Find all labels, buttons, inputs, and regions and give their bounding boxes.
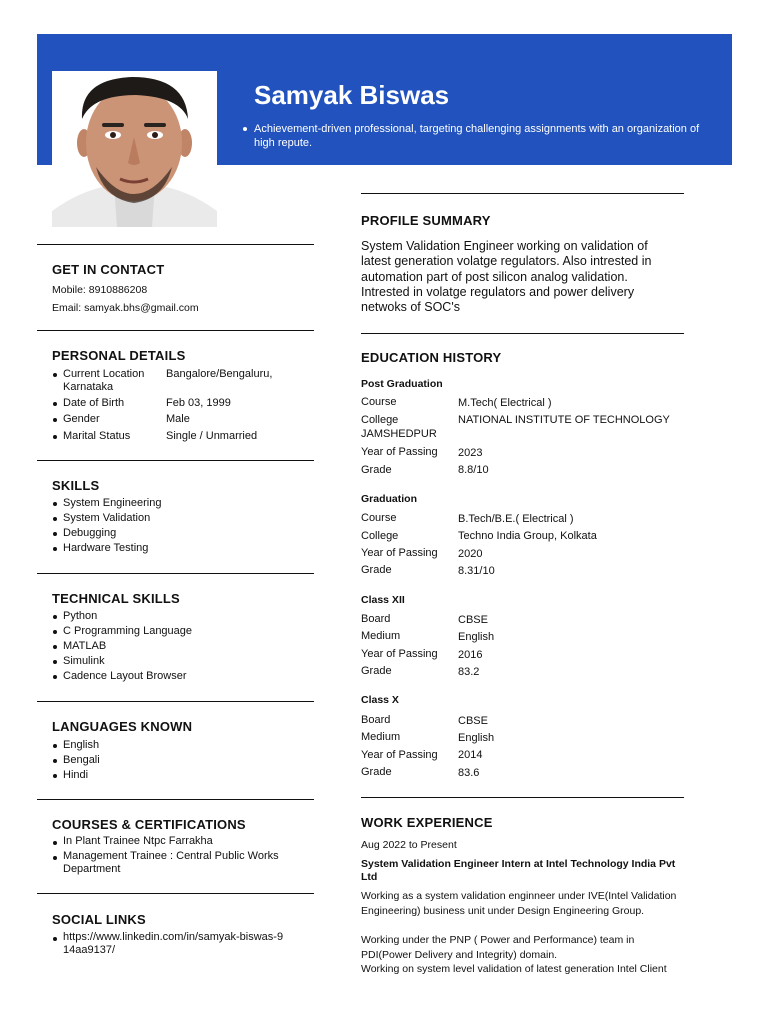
personal-value: Feb 03, 1999 <box>166 397 231 409</box>
edu-pg-title: Post Graduation <box>361 378 443 390</box>
edu-label: Medium <box>361 630 401 642</box>
edu-label: Course <box>361 512 397 524</box>
list-item: Hardware Testing <box>52 541 161 556</box>
edu-value: 83.2 <box>458 666 480 678</box>
list-item: System Validation <box>52 511 161 526</box>
email-text: Email: samyak.bhs@gmail.com <box>52 302 199 314</box>
technical-list <box>52 609 192 684</box>
edu-label: Medium <box>361 731 401 743</box>
work-heading: WORK EXPERIENCE <box>361 815 493 830</box>
edu-value: 83.6 <box>458 767 480 779</box>
skills-list <box>52 496 161 556</box>
work-description: Working under the PNP ( Power and Performance) team in PDI(Power Delivery and Integrity) domain. <box>361 934 635 961</box>
edu-value: English <box>458 732 495 744</box>
work-role: System Validation Engineer Intern at Intel Technology India Pvt Ltd <box>361 858 676 883</box>
tagline <box>243 122 718 150</box>
edu-label: Board <box>361 714 391 726</box>
edu-value: Techno India Group, Kolkata <box>458 530 597 542</box>
edu-value: 2020 <box>458 548 483 560</box>
courses-heading: COURSES & CERTIFICATIONS <box>52 817 246 832</box>
divider <box>37 460 314 461</box>
languages-list <box>52 738 100 783</box>
edu-value: 2016 <box>458 649 483 661</box>
divider <box>361 193 684 194</box>
edu-label: Grade <box>361 564 392 576</box>
divider <box>37 244 314 245</box>
education-heading: EDUCATION HISTORY <box>361 350 502 365</box>
skills-heading: SKILLS <box>52 478 100 493</box>
list-item: In Plant Trainee Ntpc Farrakha <box>52 835 302 848</box>
edu-label: College JAMSHEDPUR <box>361 414 437 440</box>
divider <box>361 797 684 798</box>
personal-label: Current Location Karnataka <box>52 368 152 394</box>
edu-label: Year of Passing <box>361 547 438 559</box>
work-description: Working as a system validation enginneer under IVE(Intel Validation Engineering) business unit under Design Engineering Group. <box>361 890 677 917</box>
personal-label: Gender <box>52 413 162 426</box>
edu-label: College <box>361 530 399 542</box>
personal-label: Date of Birth <box>52 397 162 410</box>
edu-label: Year of Passing <box>361 749 438 761</box>
list-item: Management Trainee : Central Public Works Department <box>52 850 302 876</box>
list-item: MATLAB <box>52 639 192 654</box>
contact-heading: GET IN CONTACT <box>52 262 165 277</box>
personal-label: Marital Status <box>52 430 162 443</box>
candidate-name: Samyak Biswas <box>254 80 450 110</box>
edu-label: Grade <box>361 464 392 476</box>
personal-value: Male <box>166 413 190 425</box>
edu-value: CBSE <box>458 614 488 626</box>
edu-label: Course <box>361 396 397 408</box>
list-item: System Engineering <box>52 496 161 511</box>
edu-value: M.Tech( Electrical ) <box>458 397 552 409</box>
personal-value: Bangalore/Bengaluru, <box>166 368 273 380</box>
divider <box>37 893 314 894</box>
divider <box>37 799 314 800</box>
work-description: Working on system level validation of latest generation Intel Client <box>361 963 667 975</box>
list-item: Cadence Layout Browser <box>52 669 192 684</box>
profile-summary: System Validation Engineer working on validation of latest generation volatge regulators. Also intrested in automation part of post silicon analog validation. Intrested in volatge regulators and power delivery netwoks of SOC's <box>361 239 652 315</box>
edu-value: 8.8/10 <box>458 464 489 476</box>
courses-list <box>52 835 302 876</box>
personal-heading: PERSONAL DETAILS <box>52 348 186 363</box>
profile-heading: PROFILE SUMMARY <box>361 213 491 228</box>
list-item: Hindi <box>52 768 100 783</box>
social-list <box>52 931 287 957</box>
edu-value: 8.31/10 <box>458 565 495 577</box>
edu-label: Grade <box>361 766 392 778</box>
social-heading: SOCIAL LINKS <box>52 912 146 927</box>
edu-value: NATIONAL INSTITUTE OF TECHNOLOGY <box>458 414 670 426</box>
divider <box>37 701 314 702</box>
tagline-item: Achievement-driven professional, targeting challenging assignments with an organization of high repute. <box>243 122 718 150</box>
divider <box>37 573 314 574</box>
edu-value: 2014 <box>458 749 483 761</box>
profile-photo <box>52 71 217 227</box>
edu-value: English <box>458 631 495 643</box>
divider <box>37 330 314 331</box>
edu-label: Year of Passing <box>361 648 438 660</box>
list-item: C Programming Language <box>52 624 192 639</box>
edu-value: CBSE <box>458 715 488 727</box>
personal-value: Single / Unmarried <box>166 430 258 442</box>
edu-value: 2023 <box>458 447 483 459</box>
list-item: Simulink <box>52 654 192 669</box>
mobile-text: Mobile: 8910886208 <box>52 284 148 296</box>
work-period: Aug 2022 to Present <box>361 839 457 851</box>
technical-heading: TECHNICAL SKILLS <box>52 591 180 606</box>
edu-xii-title: Class XII <box>361 594 405 606</box>
edu-ug-title: Graduation <box>361 493 418 505</box>
list-item: Debugging <box>52 526 161 541</box>
list-item: Bengali <box>52 753 100 768</box>
edu-label: Board <box>361 613 391 625</box>
list-item: Python <box>52 609 192 624</box>
edu-value: B.Tech/B.E.( Electrical ) <box>458 513 574 525</box>
edu-label: Grade <box>361 665 392 677</box>
list-item: English <box>52 738 100 753</box>
edu-x-title: Class X <box>361 694 399 706</box>
edu-label: Year of Passing <box>361 446 438 458</box>
linkedin-link[interactable]: https://www.linkedin.com/in/samyak-biswas-914aa9137/ <box>52 931 287 957</box>
divider <box>361 333 684 334</box>
languages-heading: LANGUAGES KNOWN <box>52 719 193 734</box>
